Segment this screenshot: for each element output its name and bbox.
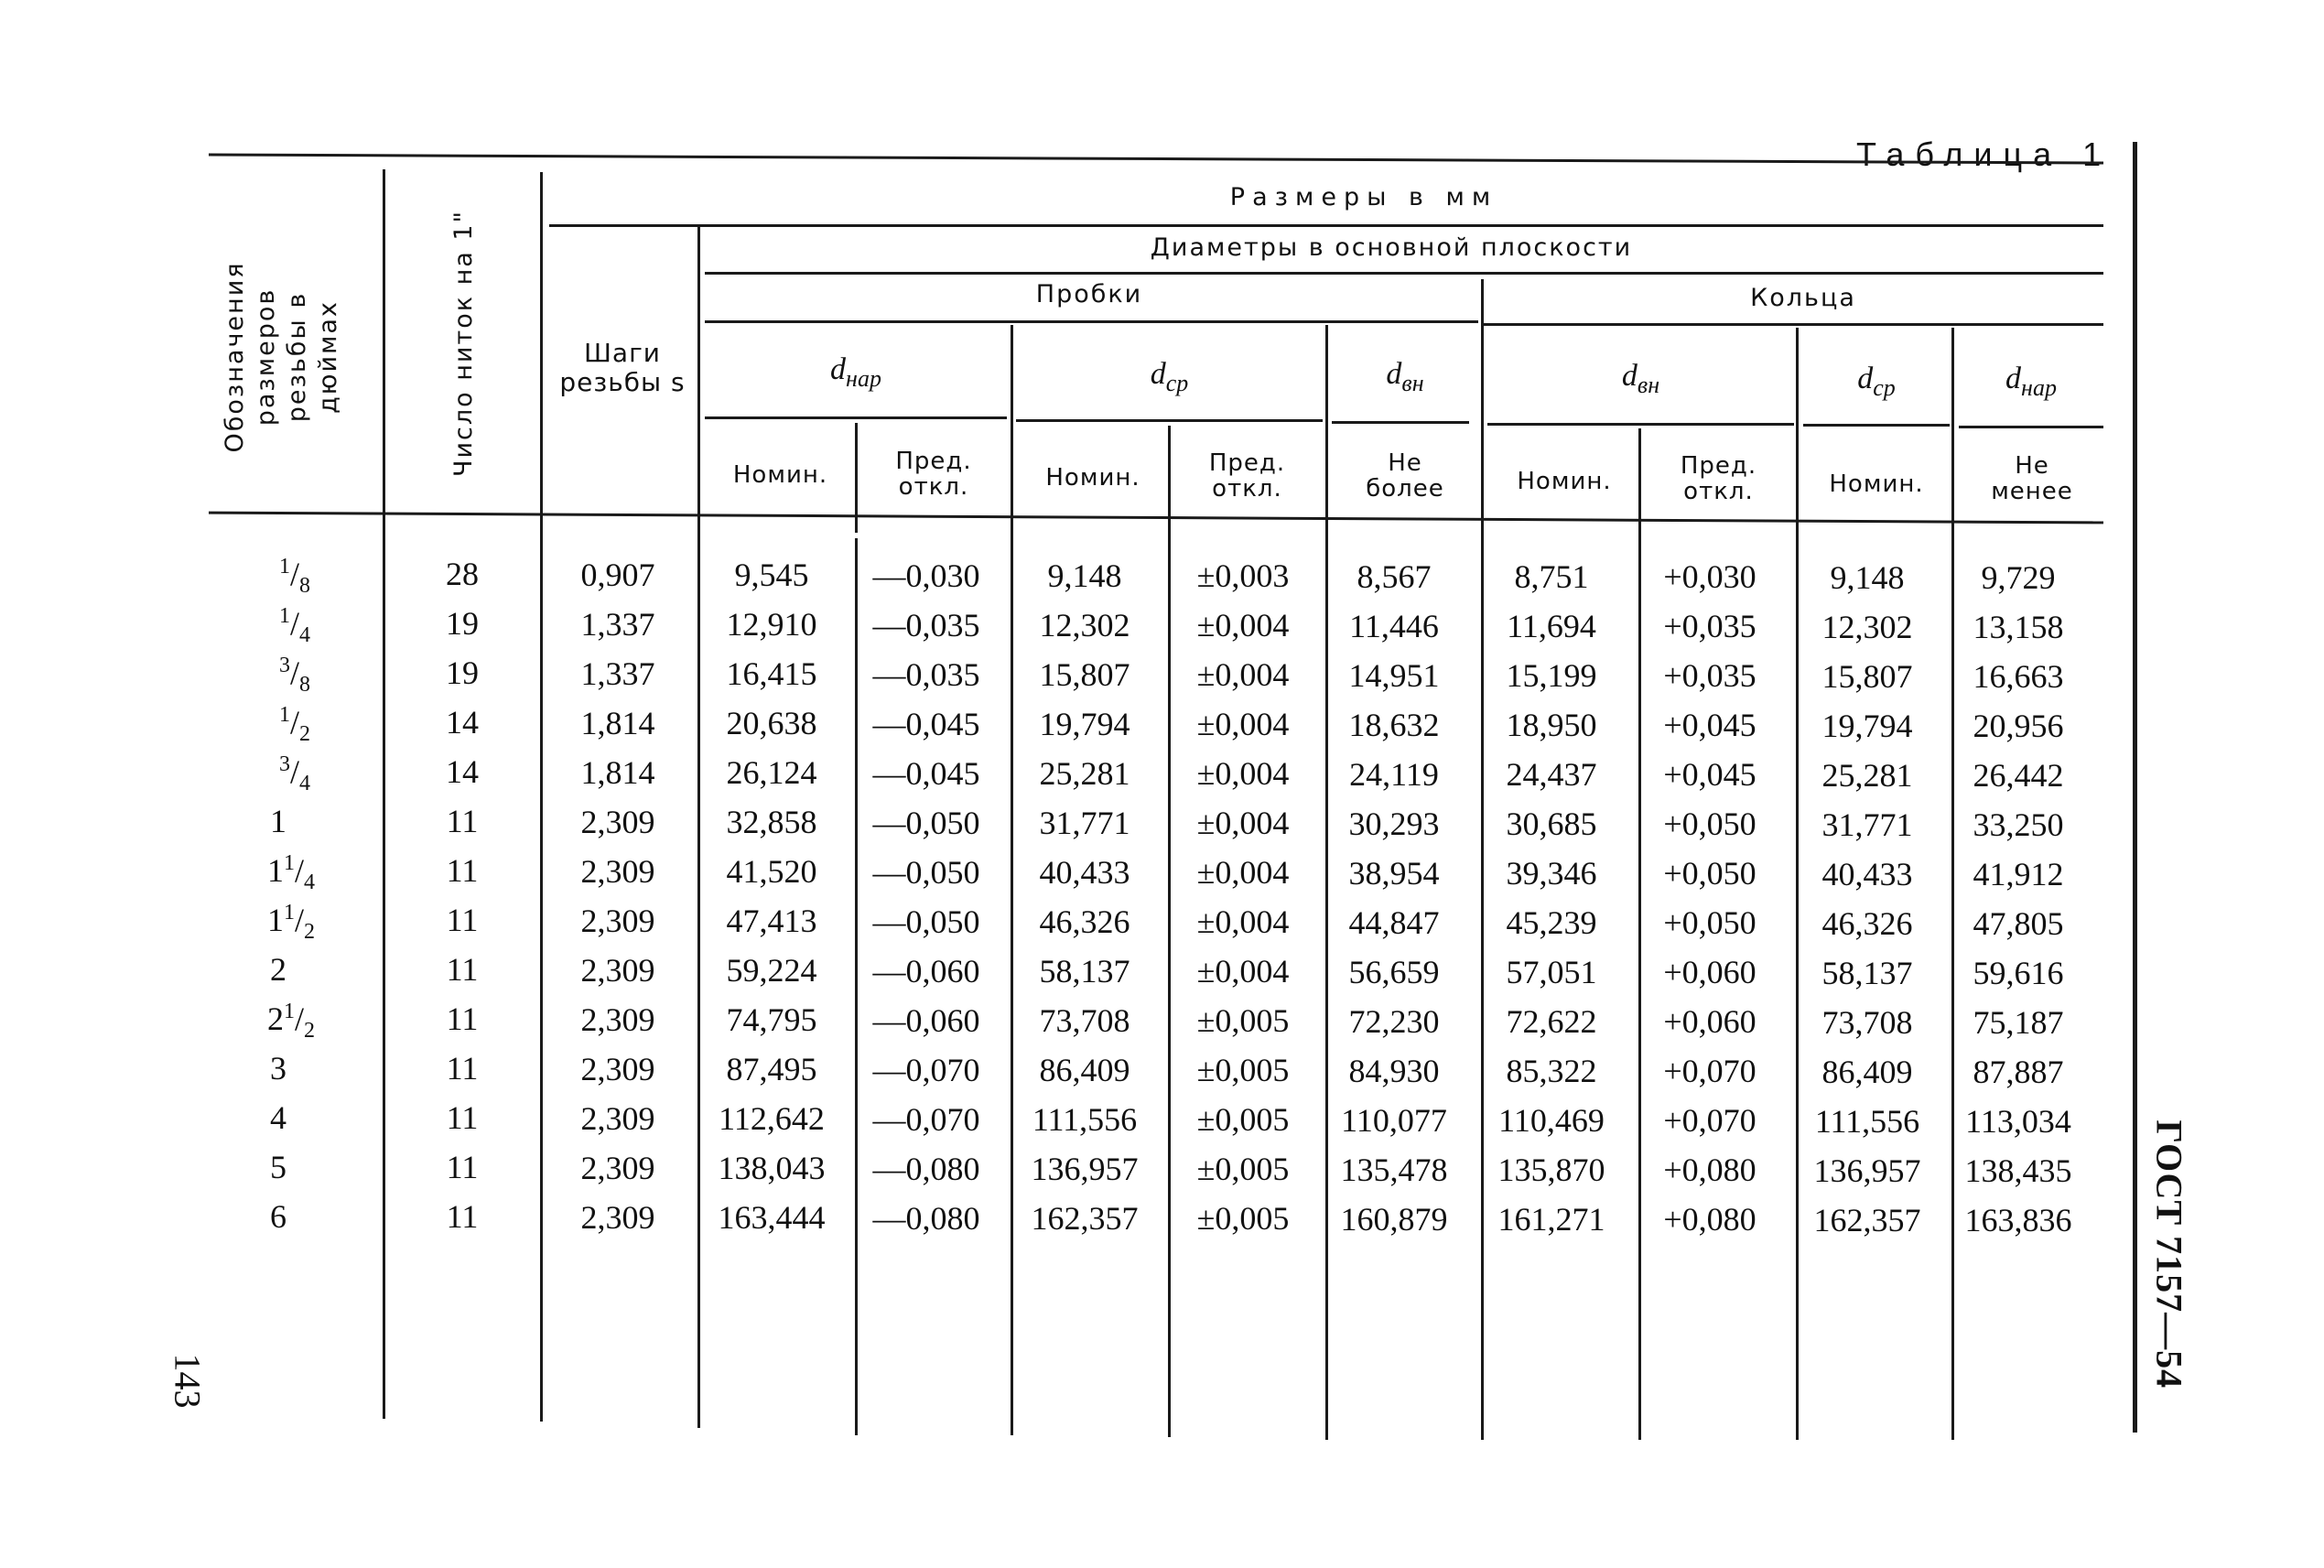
symbol-d-sr-ring: $d_{ср}$ (1857, 362, 1896, 401)
table-cell: 110,469 (1498, 1102, 1605, 1140)
table-cell: 75,187 (1973, 1004, 2064, 1042)
table-cell: 0,907 (580, 556, 655, 593)
table-cell: 163,836 (1964, 1202, 2072, 1239)
table-cell: 14 (446, 704, 479, 741)
table-cell: 18,632 (1348, 706, 1440, 743)
row-size-designation: $^1/_2$ (279, 703, 311, 747)
table-cell: ±0,004 (1196, 755, 1290, 793)
table-cell: 74,795 (726, 1001, 817, 1039)
table-cell: 25,281 (1821, 756, 1913, 794)
row-size-designation: $^1/_4$ (279, 604, 311, 648)
table-cell: 24,119 (1349, 755, 1439, 793)
table-cell: 28 (446, 556, 479, 593)
header-rule-sub6 (1959, 426, 2103, 428)
table-cell: 1,814 (580, 753, 655, 791)
table-cell: —0,035 (872, 655, 980, 693)
table-cell: 11 (446, 852, 479, 890)
row-size-designation: $1^1/_2$ (267, 901, 316, 945)
table-cell: 40,433 (1039, 853, 1130, 891)
table-cell: 24,437 (1506, 756, 1597, 794)
table-cell: +0,030 (1663, 558, 1757, 596)
table-cell: 46,326 (1039, 903, 1130, 940)
table-cell: 47,413 (726, 903, 817, 940)
subheader-nomin-3: Номин. (1517, 468, 1612, 495)
header-diameters: Диаметры в основной плоскости (1150, 233, 1633, 262)
table-cell: 2,309 (580, 1099, 655, 1137)
table-cell: 2,309 (580, 803, 655, 840)
table-cell: 20,956 (1973, 708, 2064, 745)
subheader-nomin-4: Номин. (1829, 470, 1924, 498)
header-rule-sub4 (1487, 423, 1794, 426)
subheader-pred-3: Пред. откл. (1680, 452, 1757, 505)
table-cell: 11 (446, 1099, 479, 1137)
table-cell: 112,642 (719, 1100, 825, 1138)
subheader-pred-1: Пред. откл. (895, 448, 972, 501)
table-cell: 160,879 (1340, 1200, 1448, 1238)
table-cell: 111,556 (1814, 1102, 1920, 1140)
table-cell: 58,137 (1039, 952, 1130, 989)
table-cell: +0,050 (1663, 904, 1757, 942)
symbol-d-sr-plug: $d_{ср}$ (1150, 357, 1189, 396)
table-cell: 12,302 (1039, 606, 1130, 643)
subheader-nomin-2: Номин. (1045, 464, 1140, 492)
header-rule-plugs (705, 320, 1478, 323)
table-cell: 32,858 (726, 804, 817, 841)
subheader-ne-bolee: Не более (1366, 449, 1444, 503)
table-cell: 56,659 (1348, 953, 1440, 990)
table-cell: 11 (446, 1050, 479, 1087)
table-cell: 135,870 (1497, 1152, 1605, 1189)
table-cell: 11 (446, 1149, 479, 1186)
table-cell: +0,080 (1663, 1201, 1757, 1238)
table-cell: 11 (446, 1000, 479, 1038)
table-cell: 12,302 (1821, 608, 1913, 645)
table-cell: 31,771 (1821, 806, 1913, 843)
table-cell: +0,050 (1663, 806, 1757, 843)
table-cell: 136,957 (1031, 1150, 1139, 1187)
table-cell: 9,729 (1981, 559, 2056, 597)
header-rule-sub1 (705, 416, 1007, 419)
table-cell: —0,070 (872, 1100, 980, 1138)
table-cell: 11,694 (1507, 608, 1596, 645)
table-cell: —0,070 (872, 1051, 980, 1088)
table-cell: 16,663 (1973, 658, 2064, 696)
table-cell: 2,309 (580, 951, 655, 989)
table-cell: +0,070 (1663, 1053, 1757, 1090)
row-size-designation: 5 (270, 1149, 286, 1186)
table-cell: —0,080 (872, 1199, 980, 1237)
table-cell: 9,148 (1047, 557, 1122, 594)
table-cell: ±0,004 (1196, 656, 1290, 694)
table-cell: ±0,005 (1196, 1002, 1290, 1040)
gost-side-label: ГОСТ 7157—54 (2148, 1119, 2190, 1390)
table-cell: 87,495 (726, 1051, 817, 1088)
table-cell: +0,060 (1663, 1003, 1757, 1041)
table-cell: 9,545 (734, 557, 809, 594)
table-cell: 2,309 (580, 902, 655, 939)
table-cell: 1,337 (580, 605, 655, 643)
table-cell: 16,415 (726, 655, 817, 693)
table-cell: 73,708 (1039, 1001, 1130, 1039)
row-size-designation: $1^1/_4$ (267, 851, 316, 895)
table-cell: ±0,005 (1196, 1151, 1290, 1188)
row-size-designation: 3 (270, 1050, 286, 1087)
row-size-designation: 6 (270, 1198, 286, 1236)
table-cell: 1,814 (580, 704, 655, 741)
table-cell: —0,035 (872, 606, 980, 643)
table-cell: —0,050 (872, 804, 980, 841)
table-cell: 161,271 (1497, 1201, 1605, 1238)
table-cell: 73,708 (1821, 1003, 1913, 1041)
table-cell: ±0,004 (1196, 706, 1290, 743)
table-cell: 59,616 (1973, 955, 2064, 992)
table-cell: 26,442 (1973, 757, 2064, 795)
table-cell: 111,556 (1032, 1100, 1138, 1138)
table-cell: 11,446 (1349, 607, 1439, 644)
table-cell: 20,638 (726, 705, 817, 742)
table-caption: Таблица 1 (1856, 135, 2113, 173)
symbol-d-vn-ring: $d_{вн}$ (1621, 359, 1660, 398)
table-cell: 38,954 (1348, 854, 1440, 892)
table-cell: 113,034 (1965, 1103, 2071, 1141)
table-cell: —0,045 (872, 705, 980, 742)
table-cell: 57,051 (1506, 954, 1597, 991)
table-cell: 14 (446, 753, 479, 791)
table-cell: 2,309 (580, 1149, 655, 1186)
symbol-d-vn-plug: $d_{вн}$ (1386, 357, 1424, 396)
table-cell: +0,035 (1663, 608, 1757, 645)
table-cell: ±0,005 (1196, 1200, 1290, 1238)
table-cell: ±0,004 (1196, 953, 1290, 990)
table-cell: 86,409 (1821, 1053, 1913, 1090)
table-cell: 86,409 (1039, 1051, 1130, 1088)
table-cell: 19,794 (1821, 707, 1913, 744)
header-pitch: Шаги резьбы s (559, 338, 686, 397)
table-cell: 87,887 (1973, 1054, 2064, 1091)
table-cell: 15,807 (1821, 657, 1913, 695)
table-cell: 85,322 (1506, 1053, 1597, 1090)
header-rule-sub5 (1803, 424, 1950, 427)
table-cell: ±0,004 (1196, 903, 1290, 941)
header-designation: Обозначения размеров резьбы в дюймах (221, 261, 342, 453)
table-cell: 72,622 (1506, 1003, 1597, 1041)
subheader-ne-menee: Не менее (1991, 452, 2073, 505)
table-cell: 9,148 (1830, 558, 1905, 596)
table-cell: 2,309 (580, 852, 655, 890)
table-cell: 13,158 (1973, 609, 2064, 646)
table-cell: 14,951 (1348, 656, 1440, 694)
table-cell: ±0,005 (1196, 1052, 1290, 1089)
table-cell: 2,309 (580, 1198, 655, 1236)
table-cell: 11 (446, 902, 479, 939)
table-cell: 33,250 (1973, 806, 2064, 844)
table-top-rule (209, 153, 2103, 164)
table-cell: 12,910 (726, 606, 817, 643)
table-cell: 72,230 (1348, 1002, 1440, 1040)
table-cell: 26,124 (726, 754, 817, 792)
table-cell: 59,224 (726, 952, 817, 989)
table-cell: 46,326 (1821, 904, 1913, 942)
table-cell: +0,045 (1663, 707, 1757, 744)
table-cell: +0,070 (1663, 1102, 1757, 1140)
table-cell: +0,050 (1663, 855, 1757, 892)
table-cell: 47,805 (1973, 905, 2064, 943)
table-cell: 11 (446, 1198, 479, 1236)
table-cell: 41,520 (726, 853, 817, 891)
row-size-designation: 2 (270, 951, 286, 989)
table-cell: 84,930 (1348, 1052, 1440, 1089)
header-rule-sizes (549, 224, 2103, 227)
table-cell: —0,080 (872, 1150, 980, 1187)
table-cell: —0,060 (872, 1001, 980, 1039)
table-cell: —0,060 (872, 952, 980, 989)
table-cell: 162,357 (1031, 1199, 1139, 1237)
table-cell: —0,030 (872, 557, 980, 594)
header-rule-diameters (705, 272, 2103, 275)
header-threads-per-inch: Число ниток на 1" (449, 210, 478, 477)
table-cell: 19,794 (1039, 705, 1130, 742)
table-cell: ±0,003 (1196, 557, 1290, 595)
row-size-designation: $^1/_8$ (279, 555, 311, 599)
subheader-nomin-1: Номин. (732, 461, 828, 489)
table-cell: 11 (446, 803, 479, 840)
header-bottom-rule (209, 512, 2103, 524)
table-cell: +0,080 (1663, 1152, 1757, 1189)
right-border-rule (2133, 142, 2137, 1433)
table-cell: 138,435 (1964, 1152, 2072, 1190)
header-sizes-mm: Размеры в мм (1229, 183, 1498, 211)
table-cell: 45,239 (1506, 904, 1597, 942)
table-cell: 2,309 (580, 1050, 655, 1087)
table-cell: +0,060 (1663, 954, 1757, 991)
table-cell: 8,567 (1357, 557, 1432, 595)
table-cell: 135,478 (1340, 1151, 1448, 1188)
row-size-designation: 1 (270, 803, 286, 840)
table-cell: ±0,004 (1196, 607, 1290, 644)
header-rings: Кольца (1750, 284, 1856, 312)
table-cell: 41,912 (1973, 856, 2064, 893)
table-cell: ±0,004 (1196, 854, 1290, 892)
table-cell: 138,043 (718, 1150, 826, 1187)
table-cell: ±0,004 (1196, 805, 1290, 842)
table-cell: 44,847 (1348, 903, 1440, 941)
table-cell: 163,444 (718, 1199, 826, 1237)
subheader-pred-2: Пред. откл. (1208, 449, 1286, 503)
table-cell: —0,045 (872, 754, 980, 792)
table-cell: 15,199 (1506, 657, 1597, 695)
table-cell: 18,950 (1506, 707, 1597, 744)
table-cell: 19 (446, 605, 479, 643)
table-cell: 31,771 (1039, 804, 1130, 841)
table-cell: 58,137 (1821, 954, 1913, 991)
header-rule-rings (1483, 323, 2103, 326)
table-cell: 19 (446, 654, 479, 692)
table-cell: —0,050 (872, 853, 980, 891)
col-rule-2 (540, 172, 543, 1422)
row-size-designation: $^3/_4$ (279, 752, 311, 796)
table-cell: 15,807 (1039, 655, 1130, 693)
table-cell: 1,337 (580, 654, 655, 692)
page-number: 143 (167, 1353, 209, 1409)
table-cell: 11 (446, 951, 479, 989)
table-cell: 8,751 (1514, 558, 1589, 596)
table-cell: +0,035 (1663, 657, 1757, 695)
table-cell: 136,957 (1813, 1152, 1921, 1189)
table-cell: 2,309 (580, 1000, 655, 1038)
table-cell: ±0,005 (1196, 1101, 1290, 1139)
row-size-designation: $2^1/_2$ (267, 1000, 316, 1044)
table-cell: +0,045 (1663, 756, 1757, 794)
symbol-d-nar-ring: $d_{нар}$ (2005, 362, 2057, 401)
table-cell: 39,346 (1506, 855, 1597, 892)
table-cell: 25,281 (1039, 754, 1130, 792)
table-cell: 40,433 (1821, 855, 1913, 892)
symbol-d-nar-plug: $d_{нар}$ (830, 352, 881, 392)
header-plugs: Пробки (1035, 280, 1143, 308)
row-size-designation: 4 (270, 1099, 286, 1137)
table-cell: 162,357 (1813, 1201, 1921, 1238)
table-cell: 30,685 (1506, 806, 1597, 843)
table-cell: 30,293 (1348, 805, 1440, 842)
header-rule-sub3 (1332, 421, 1469, 424)
table-cell: 110,077 (1341, 1101, 1447, 1139)
header-rule-sub2 (1016, 419, 1323, 422)
row-size-designation: $^3/_8$ (279, 654, 311, 697)
table-cell: —0,050 (872, 903, 980, 940)
